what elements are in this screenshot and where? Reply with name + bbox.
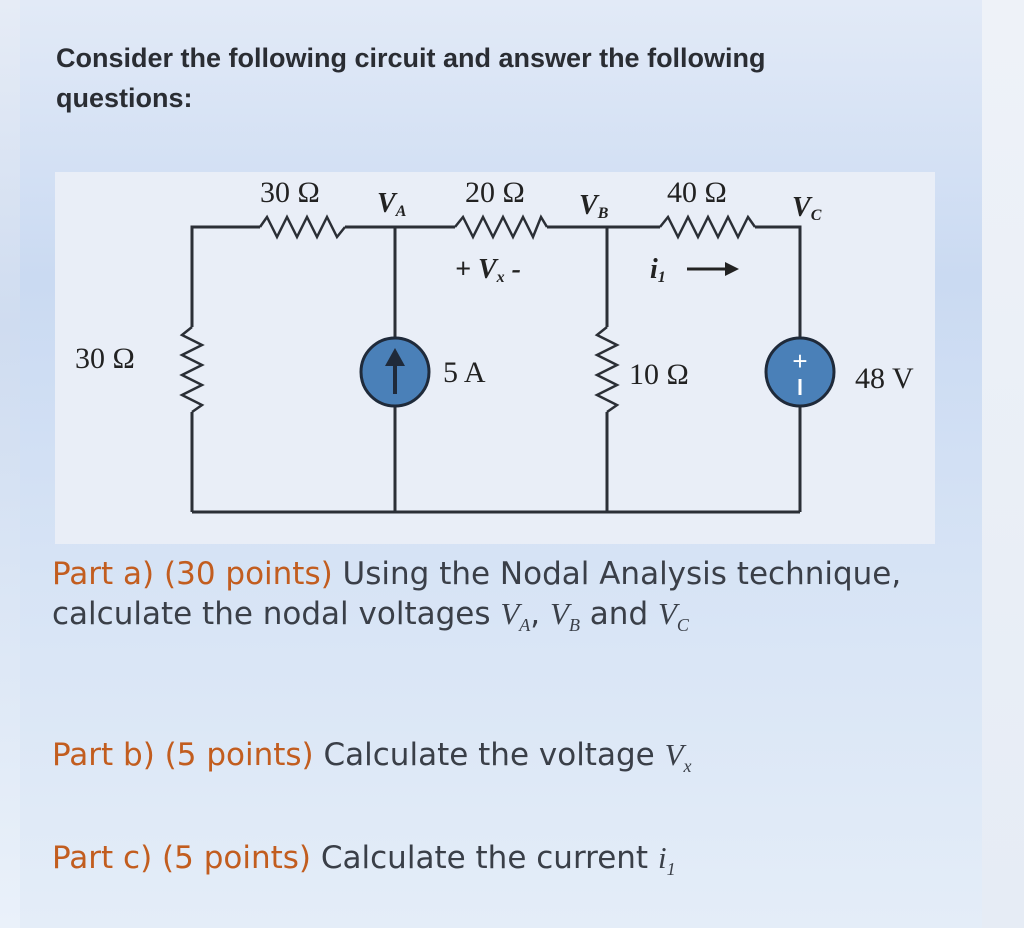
label-node-vc: VC — [792, 192, 822, 224]
svg-text:+: + — [792, 346, 808, 376]
circuit-figure — [55, 172, 935, 544]
part-c-i: i — [657, 840, 667, 875]
resistor-20 — [455, 217, 547, 237]
page-edge — [982, 0, 1024, 928]
current-source-icon — [361, 338, 429, 406]
part-a — [52, 554, 902, 646]
question-text: Consider the following circuit and answer the following questions: — [56, 43, 766, 113]
part-b-vx: V — [664, 737, 684, 772]
circuit-diagram — [55, 172, 935, 544]
label-vx: + Vx - — [455, 254, 521, 286]
label-node-vb: VB — [579, 190, 609, 222]
part-c-text: Calculate the current — [311, 840, 658, 876]
label-48-volt: 48 V — [855, 362, 914, 395]
current-arrow-icon — [687, 262, 739, 276]
part-a-sep: , — [530, 596, 551, 632]
resistor-40 — [660, 217, 755, 237]
part-b-tag: Part b) (5 points) — [52, 737, 314, 773]
label-i1: i1 — [650, 254, 666, 286]
label-10-ohm: 10 Ω — [629, 358, 689, 391]
part-a-vc-sub: C — [676, 615, 689, 636]
label-30-ohm-left: 30 Ω — [75, 342, 135, 375]
part-a-tag: Part a) (30 points) — [52, 556, 333, 592]
label-40-ohm: 40 Ω — [667, 176, 727, 209]
label-5-amp: 5 A — [443, 356, 486, 389]
label-20-ohm: 20 Ω — [465, 176, 525, 209]
part-b-vx-sub: x — [683, 756, 692, 777]
part-c-i-sub: 1 — [666, 859, 676, 880]
part-a-text: Using the Nodal Analysis technique, calculate the nodal voltages — [52, 556, 902, 632]
part-c-tag: Part c) (5 points) — [52, 840, 312, 876]
part-a-vc: V — [657, 596, 677, 631]
part-a-va-sub: A — [519, 615, 531, 636]
voltage-source-icon — [766, 338, 834, 406]
label-node-va: VA — [377, 188, 407, 220]
part-a-va: V — [500, 596, 520, 631]
part-a-vb-sub: B — [568, 615, 580, 636]
part-a-vb: V — [550, 596, 569, 631]
label-30-ohm-top: 30 Ω — [260, 176, 320, 209]
resistor-30-left — [182, 327, 202, 412]
part-a-and: and — [579, 596, 658, 632]
part-b-text: Calculate the voltage — [313, 737, 665, 773]
part-c — [52, 838, 902, 890]
part-b — [52, 735, 902, 787]
resistor-10 — [597, 327, 617, 412]
resistor-30-top — [260, 217, 345, 237]
